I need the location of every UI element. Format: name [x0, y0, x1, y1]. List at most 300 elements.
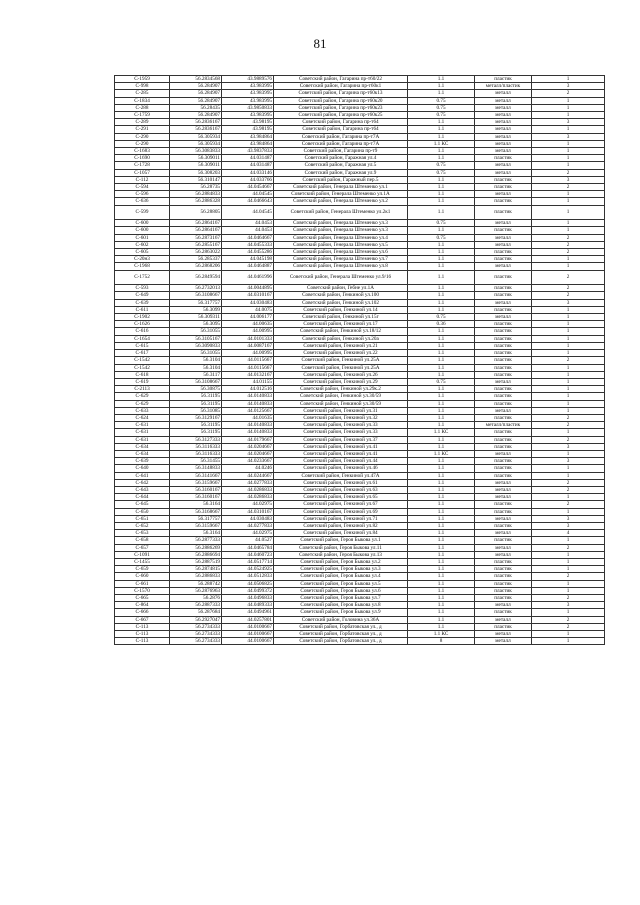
cell-material: пластик	[475, 400, 532, 407]
table-row	[115, 285, 605, 292]
table-row	[115, 508, 605, 515]
cell-longitude: 43.98195	[222, 126, 274, 133]
cell-address: Советский район, Генерала Штеменко ул.6	[274, 249, 408, 256]
cell-volume: 0.36	[408, 321, 475, 328]
cell-longitude: 44.02975	[222, 501, 274, 508]
cell-count: 2	[532, 184, 605, 191]
cell-longitude: 43.9889576	[222, 76, 274, 83]
cell-count: 1	[532, 342, 605, 349]
cell-material: металл	[475, 407, 532, 414]
cell-site-id: С-1455	[115, 558, 170, 565]
cell-longitude: 44.01635	[222, 414, 274, 421]
cell-longitude: 44.0499372	[222, 587, 274, 594]
cell-latitude: 56.284907	[170, 90, 222, 97]
cell-address: Советский район, Генкиной ул.71	[274, 515, 408, 522]
cell-volume: 1.1	[408, 76, 475, 83]
cell-site-id: С-289	[115, 119, 170, 126]
cell-longitude: 44.012516	[222, 386, 274, 393]
cell-address: Советский район, Генерала Штеменко ул.2	[274, 198, 408, 205]
cell-longitude: 44.0524925	[222, 566, 274, 573]
cell-count: 3	[532, 602, 605, 609]
cell-count: 3	[532, 176, 605, 183]
cell-material: металл	[475, 104, 532, 111]
cell-count: 1	[532, 429, 605, 436]
cell-longitude: 44.0517714	[222, 558, 274, 565]
cell-site-id: С-636	[115, 198, 170, 205]
table-row	[115, 328, 605, 335]
cell-count: 1	[532, 508, 605, 515]
cell-longitude: 44.0527	[222, 537, 274, 544]
cell-latitude: 56.2873167	[170, 234, 222, 241]
cell-count: 1	[532, 364, 605, 371]
table-row	[115, 241, 605, 248]
cell-site-id: С-1902	[115, 314, 170, 321]
cell-address: Советский район, Героя Быкова ул.2	[274, 558, 408, 565]
cell-address: Советский район, Генерала Штеменко ул.2к1	[274, 205, 408, 220]
cell-latitude: 56.2864167	[170, 220, 222, 227]
table-row	[115, 184, 605, 191]
table-row	[115, 573, 605, 580]
cell-material: металл	[475, 602, 532, 609]
cell-latitude: 56.2887519	[170, 558, 222, 565]
cell-site-id: С-602	[115, 241, 170, 248]
cell-latitude: 56.3168667	[170, 508, 222, 515]
cell-latitude: 56.31085	[170, 407, 222, 414]
cell-material: пластик	[475, 566, 532, 573]
cell-address: Советский район, Генкиной ул.31	[274, 407, 408, 414]
cell-address: Советский район, Генкиной ул.41	[274, 443, 408, 450]
cell-material: металл	[475, 551, 532, 558]
cell-material: металл	[475, 133, 532, 140]
cell-latitude: 56.309011	[170, 162, 222, 169]
table-row	[115, 522, 605, 529]
table-row	[115, 140, 605, 147]
table-row	[115, 443, 605, 450]
cell-count: 1	[532, 551, 605, 558]
cell-volume: 1.1	[408, 328, 475, 335]
cell-count: 3	[532, 299, 605, 306]
cell-latitude: 56.309311	[170, 314, 222, 321]
cell-material: металл	[475, 90, 532, 97]
cell-address: Советский район, Генерала Штеменко ул.5	[274, 241, 408, 248]
table-row	[115, 126, 605, 133]
cell-count: 1	[532, 472, 605, 479]
cell-volume: 1.1	[408, 609, 475, 616]
cell-site-id: С-631	[115, 422, 170, 429]
table-row	[115, 530, 605, 537]
cell-longitude: 44.0257801	[222, 616, 274, 623]
cell-site-id: С-619	[115, 378, 170, 385]
table-row	[115, 515, 605, 522]
cell-site-id: С-1690	[115, 155, 170, 162]
cell-volume: 1.1	[408, 573, 475, 580]
cell-material: пластик	[475, 342, 532, 349]
cell-latitude: 56.3099	[170, 306, 222, 313]
cell-site-id: С-624	[115, 414, 170, 421]
cell-address: Советский район, Гаражная ул.4	[274, 155, 408, 162]
cell-material: металл	[475, 263, 532, 270]
cell-latitude: 56.3160167	[170, 486, 222, 493]
cell-latitude: 56.31055	[170, 350, 222, 357]
cell-site-id: С-644	[115, 494, 170, 501]
cell-material: металл	[475, 631, 532, 638]
cell-material: металл	[475, 148, 532, 155]
cell-latitude: 56.3127333	[170, 436, 222, 443]
cell-address: Советский район, Гаражная ул.9	[274, 169, 408, 176]
cell-count: 3	[532, 133, 605, 140]
cell-material: металл	[475, 140, 532, 147]
table-row	[115, 472, 605, 479]
cell-material: пластик	[475, 508, 532, 515]
cell-site-id: С-593	[115, 285, 170, 292]
cell-longitude: 44.0454667	[222, 184, 274, 191]
cell-count: 1	[532, 191, 605, 198]
cell-volume: 0.75	[408, 378, 475, 385]
cell-material: пластик	[475, 270, 532, 285]
cell-count: 3	[532, 458, 605, 465]
cell-material: пластик	[475, 609, 532, 616]
cell-address: Советский район, Гагарина пр-т60/22	[274, 76, 408, 83]
cell-material: пластик	[475, 205, 532, 220]
cell-longitude: 44.0044895	[222, 285, 274, 292]
cell-material: пластик	[475, 321, 532, 328]
cell-volume: 1.1	[408, 342, 475, 349]
cell-count: 1	[532, 386, 605, 393]
cell-address: Советский район, Гебне ул.1А	[274, 285, 408, 292]
cell-latitude: 56.2855167	[170, 241, 222, 248]
cell-volume: 1.1	[408, 357, 475, 364]
table-row	[115, 602, 605, 609]
cell-volume: 0.75	[408, 220, 475, 227]
cell-latitude: 56.317757	[170, 299, 222, 306]
cell-material: металл	[475, 97, 532, 104]
cell-address: Советский район, Генкиной ул.26	[274, 371, 408, 378]
cell-latitude: 56.2886269	[170, 544, 222, 551]
cell-address: Советский район, Гагарина пр-т64	[274, 126, 408, 133]
cell-volume: 1.1	[408, 249, 475, 256]
cell-latitude: 56.2886328	[170, 198, 222, 205]
cell-material: металл	[475, 544, 532, 551]
cell-site-id: С-1752	[115, 270, 170, 285]
cell-latitude: 56.2927047	[170, 616, 222, 623]
cell-longitude: 44.0310167	[222, 292, 274, 299]
cell-site-id: С-631	[115, 429, 170, 436]
cell-count: 1	[532, 328, 605, 335]
cell-count: 1	[532, 263, 605, 270]
table-row	[115, 371, 605, 378]
cell-latitude: 56.2732013	[170, 285, 222, 292]
cell-count: 2	[532, 595, 605, 602]
cell-latitude: 56.3090833	[170, 342, 222, 349]
cell-longitude: 43.983995	[222, 97, 274, 104]
cell-count: 1	[532, 306, 605, 313]
cell-material: пластик	[475, 465, 532, 472]
cell-longitude: 44.0455333	[222, 241, 274, 248]
cell-address: Советский район, Генкиной ул.63	[274, 486, 408, 493]
cell-volume: 0.75	[408, 162, 475, 169]
cell-site-id: С-290	[115, 140, 170, 147]
cell-count: 2	[532, 292, 605, 299]
cell-latitude: 56.31195	[170, 429, 222, 436]
table-row	[115, 335, 605, 342]
cell-volume: 1.1	[408, 580, 475, 587]
cell-longitude: 44.0204667	[222, 450, 274, 457]
cell-volume: 0.75	[408, 112, 475, 119]
cell-material: пластик	[475, 76, 532, 83]
table-row	[115, 364, 605, 371]
cell-volume: 1.1	[408, 350, 475, 357]
cell-latitude: 56.2734333	[170, 623, 222, 630]
cell-volume: 1.1	[408, 400, 475, 407]
cell-count: 3	[532, 515, 605, 522]
cell-latitude: 56.28735	[170, 184, 222, 191]
table-row	[115, 263, 605, 270]
cell-latitude: 56.3116333	[170, 450, 222, 457]
cell-material: пластик	[475, 285, 532, 292]
cell-count: 1	[532, 638, 605, 645]
cell-site-id: С-629	[115, 393, 170, 400]
cell-volume: 1.1	[408, 443, 475, 450]
cell-longitude: 44.0101333	[222, 335, 274, 342]
cell-material: металл	[475, 162, 532, 169]
cell-site-id: С-616	[115, 328, 170, 335]
cell-site-id: С-1654	[115, 335, 170, 342]
table-row	[115, 580, 605, 587]
cell-address: Советский район, Героя Быкова ул.3	[274, 566, 408, 573]
cell-volume: 8	[408, 638, 475, 645]
cell-volume: 0.75	[408, 234, 475, 241]
cell-address: Советский район, Героя Быкова ул.6	[274, 587, 408, 594]
cell-material: пластик	[475, 623, 532, 630]
cell-address: Советский район, Генкиной ул.44	[274, 458, 408, 465]
table-row	[115, 97, 605, 104]
cell-volume: 1.1	[408, 335, 475, 342]
cell-material: металл	[475, 450, 532, 457]
cell-count: 1	[532, 97, 605, 104]
cell-volume: 1.1	[408, 133, 475, 140]
cell-longitude: 44.0246	[222, 465, 274, 472]
cell-volume: 1.1	[408, 479, 475, 486]
cell-count: 2	[532, 623, 605, 630]
cell-material: металл	[475, 616, 532, 623]
cell-site-id: С-1683	[115, 148, 170, 155]
cell-latitude: 56.3160167	[170, 494, 222, 501]
table-row	[115, 76, 605, 83]
cell-address: Советский район, Генкиной ул.47А	[274, 472, 408, 479]
cell-count: 1	[532, 580, 605, 587]
table-row	[115, 623, 605, 630]
cell-material: металл	[475, 191, 532, 198]
cell-volume: 1.1	[408, 558, 475, 565]
cell-count: 2	[532, 270, 605, 285]
table-row	[115, 566, 605, 573]
cell-latitude: 56.3108667	[170, 378, 222, 385]
table-row	[115, 479, 605, 486]
table-row	[115, 342, 605, 349]
cell-count: 1	[532, 140, 605, 147]
cell-volume: 1.1	[408, 458, 475, 465]
cell-material: пластик	[475, 537, 532, 544]
table-row	[115, 414, 605, 421]
cell-volume: 1.1	[408, 285, 475, 292]
cell-material: металл	[475, 126, 532, 133]
cell-longitude: 44.0466643	[222, 198, 274, 205]
table-row	[115, 378, 605, 385]
cell-volume: 1.1	[408, 364, 475, 371]
cell-latitude: 56.31055	[170, 328, 222, 335]
cell-site-id: С-657	[115, 544, 170, 551]
cell-address: Советский район, Генкиной ул.65	[274, 494, 408, 501]
cell-count: 1	[532, 256, 605, 263]
cell-site-id: С-634	[115, 450, 170, 457]
table-row	[115, 400, 605, 407]
cell-count: 1	[532, 494, 605, 501]
cell-latitude: 56.2876963	[170, 587, 222, 594]
cell-site-id: С-649	[115, 292, 170, 299]
cell-volume: 1.1	[408, 472, 475, 479]
cell-count: 2	[532, 241, 605, 248]
cell-material: металл	[475, 220, 532, 227]
table-row	[115, 169, 605, 176]
cell-count: 1	[532, 314, 605, 321]
cell-latitude: 56.2884833	[170, 191, 222, 198]
table-row	[115, 609, 605, 616]
cell-longitude: 44.04545	[222, 191, 274, 198]
cell-longitude: 43.9850833	[222, 104, 274, 111]
cell-latitude: 56.2874815	[170, 566, 222, 573]
cell-site-id: С-618	[115, 371, 170, 378]
cell-site-id: С-651	[115, 515, 170, 522]
cell-count: 1	[532, 371, 605, 378]
cell-material: пластик	[475, 573, 532, 580]
cell-latitude: 56.31195	[170, 393, 222, 400]
cell-address: Советский район, Генкиной ул.33	[274, 422, 408, 429]
cell-site-id: С-599	[115, 205, 170, 220]
cell-count: 1	[532, 350, 605, 357]
cell-latitude: 56.31195	[170, 422, 222, 429]
cell-longitude: 44.0464887	[222, 263, 274, 270]
cell-address: Советский район, Генкиной ул.14	[274, 306, 408, 313]
cell-volume: 1.1	[408, 205, 475, 220]
cell-site-id: С-631	[115, 436, 170, 443]
cell-address: Советский район, Генкиной ул.30/59	[274, 400, 408, 407]
table-row	[115, 458, 605, 465]
cell-site-id: С-285	[115, 90, 170, 97]
cell-site-id: С-639	[115, 299, 170, 306]
cell-material: пластик	[475, 335, 532, 342]
cell-longitude: 44.00995	[222, 328, 274, 335]
cell-latitude: 56.2836167	[170, 119, 222, 126]
cell-site-id: С-611	[115, 306, 170, 313]
cell-site-id: С-605	[115, 249, 170, 256]
table-row	[115, 616, 605, 623]
cell-latitude: 56.3104	[170, 364, 222, 371]
cell-address: Советский район, Генкиной ул.21	[274, 342, 408, 349]
cell-longitude: 44.0100667	[222, 638, 274, 645]
cell-longitude: 44.0132167	[222, 371, 274, 378]
cell-latitude: 56.3117	[170, 371, 222, 378]
cell-longitude: 44.0115667	[222, 364, 274, 371]
cell-material: пластик	[475, 393, 532, 400]
cell-longitude: 44.0140833	[222, 400, 274, 407]
cell-latitude: 56.2734333	[170, 631, 222, 638]
cell-count: 2	[532, 616, 605, 623]
table-row	[115, 256, 605, 263]
table-row	[115, 83, 605, 90]
cell-longitude: 44.0140833	[222, 393, 274, 400]
cell-count: 1	[532, 407, 605, 414]
cell-count: 1	[532, 400, 605, 407]
cell-volume: 1.1 КС	[408, 140, 475, 147]
table-row	[115, 148, 605, 155]
cell-longitude: 44.00995	[222, 350, 274, 357]
cell-site-id: С-645	[115, 501, 170, 508]
cell-longitude: 44.00635	[222, 321, 274, 328]
cell-latitude: 56.3095	[170, 321, 222, 328]
cell-site-id: С-617	[115, 350, 170, 357]
cell-latitude: 56.3108667	[170, 292, 222, 299]
table-row	[115, 270, 605, 285]
cell-site-id: С-1542	[115, 357, 170, 364]
cell-site-id: С-601	[115, 234, 170, 241]
cell-site-id: С-615	[115, 342, 170, 349]
cell-site-id: С-2113	[115, 386, 170, 393]
cell-longitude: 44.0286833	[222, 486, 274, 493]
cell-volume: 1.1	[408, 537, 475, 544]
cell-site-id: С-1626	[115, 321, 170, 328]
cell-material: металл	[475, 530, 532, 537]
cell-volume: 1.1	[408, 119, 475, 126]
cell-address: Советский район, Генерала Штеменко ул.3	[274, 220, 408, 227]
cell-count: 1	[532, 126, 605, 133]
cell-volume: 1.1	[408, 436, 475, 443]
table-row	[115, 205, 605, 220]
cell-site-id: С-998	[115, 83, 170, 90]
cell-volume: 1.1	[408, 126, 475, 133]
cell-latitude: 56.3116333	[170, 443, 222, 450]
table-row	[115, 292, 605, 299]
cell-site-id: С-1057	[115, 169, 170, 176]
table-row	[115, 176, 605, 183]
cell-material: пластик	[475, 458, 532, 465]
cell-count: 2	[532, 573, 605, 580]
cell-address: Советский район, Генкиной ул.102	[274, 299, 408, 306]
cell-address: Советский район, Генкиной ул.15г	[274, 314, 408, 321]
cell-volume: 1.1	[408, 306, 475, 313]
table-row	[115, 544, 605, 551]
cell-count: 2	[532, 544, 605, 551]
cell-address: Советский район, Генкиной ул.37	[274, 436, 408, 443]
cell-address: Советский район, Генерала Штеменко ул.1А	[274, 191, 408, 198]
cell-address: Советский район, Генкиной ул.22	[274, 350, 408, 357]
table-row	[115, 155, 605, 162]
cell-count: 2	[532, 285, 605, 292]
cell-volume: 1.1	[408, 155, 475, 162]
cell-site-id: С-1542	[115, 364, 170, 371]
cell-volume: 1.1	[408, 292, 475, 299]
cell-longitude: 44.0115667	[222, 357, 274, 364]
cell-material: пластик	[475, 443, 532, 450]
cell-longitude: 44.0244667	[222, 472, 274, 479]
table-row	[115, 227, 605, 234]
cell-site-id: С-596	[115, 191, 170, 198]
cell-volume: 1.1	[408, 501, 475, 508]
cell-longitude: 44.006177	[222, 314, 274, 321]
cell-longitude: 44.030483	[222, 515, 274, 522]
cell-material: пластик	[475, 472, 532, 479]
cell-longitude: 44.0453	[222, 220, 274, 227]
cell-site-id: С-634	[115, 443, 170, 450]
